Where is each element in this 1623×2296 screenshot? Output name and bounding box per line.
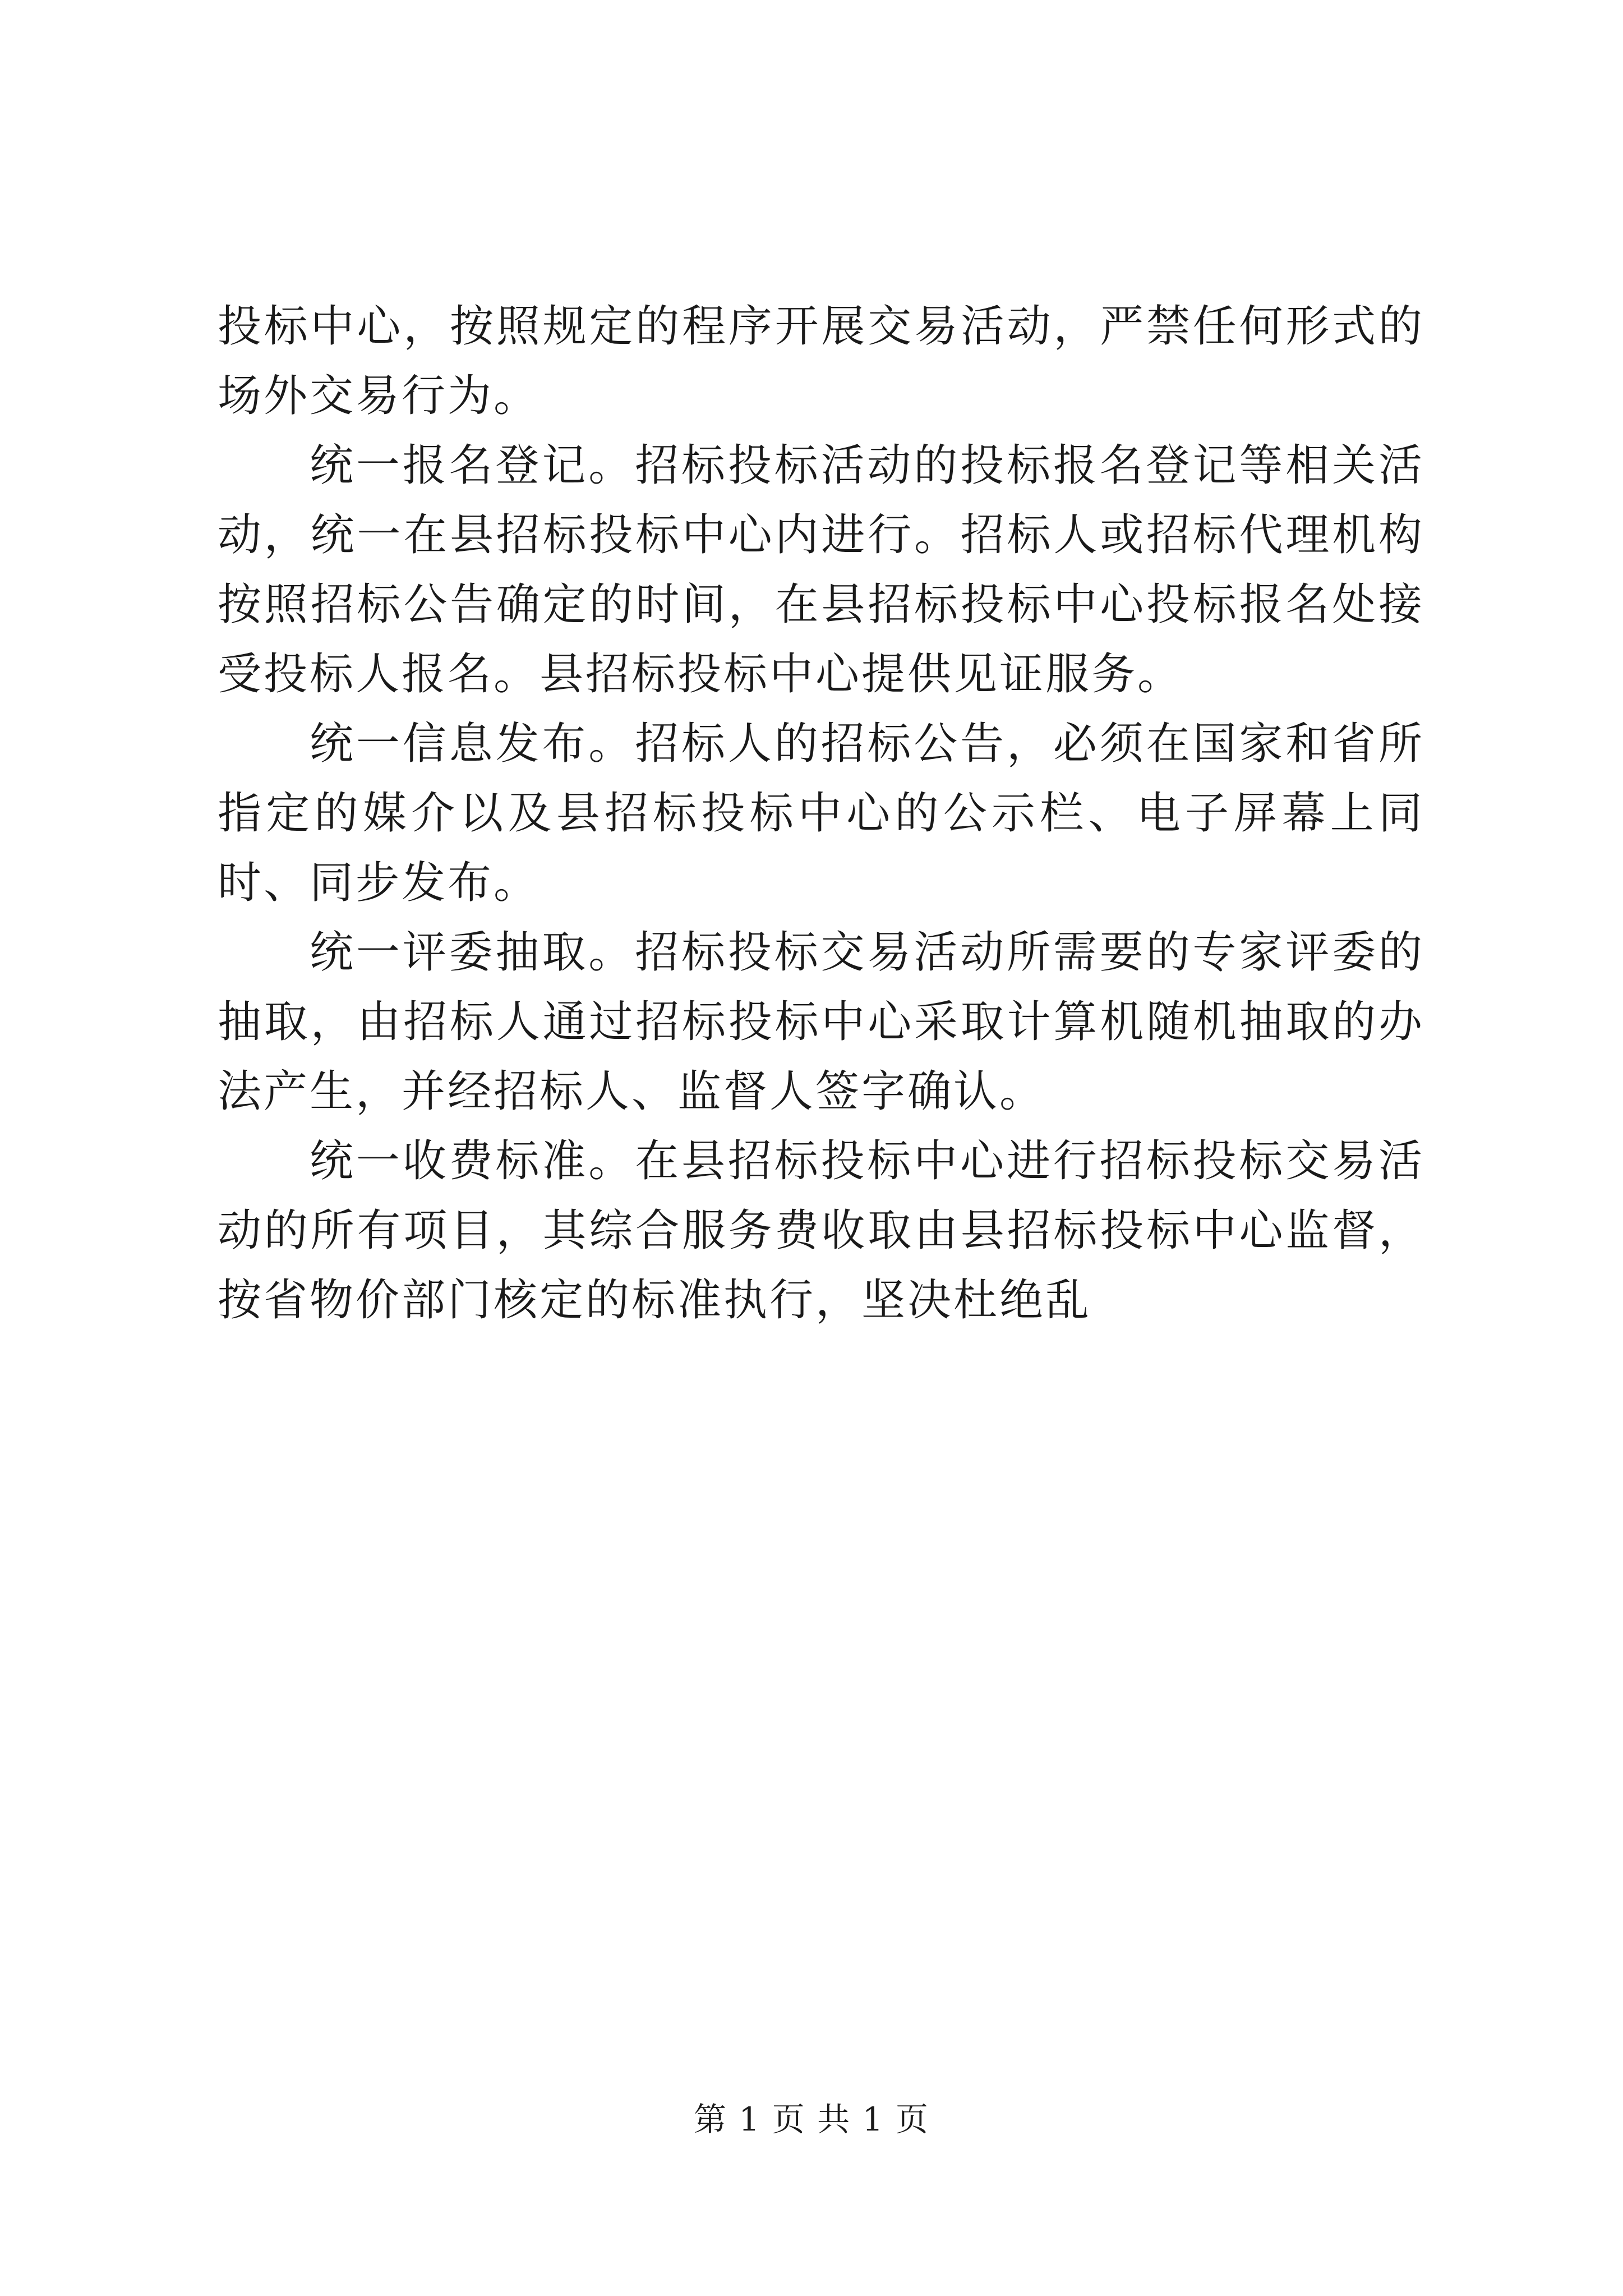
- paragraph-3: 统一信息发布。招标人的招标公告，必须在国家和省所指定的媒介以及县招标投标中心的公示栏、电子屏幕上同时、同步发布。: [218, 719, 1424, 908]
- paragraph-2: 统一报名登记。招标投标活动的投标报名登记等相关活动，统一在县招标投标中心内进行。招标人或招标代理机构按照招标公告确定的时间，在县招标投标中心投标报名处接受投标人报名。县招标投标中心提供见证服务。: [218, 440, 1424, 700]
- paragraph-4: 统一评委抽取。招标投标交易活动所需要的专家评委的抽取，由招标人通过招标投标中心采取计算机随机抽取的办法产生，并经招标人、监督人签字确认。: [218, 927, 1424, 1117]
- document-body: [218, 292, 1424, 1335]
- page-footer: 第 1 页 共 1 页: [694, 2100, 929, 2138]
- paragraph-5: 统一收费标准。在县招标投标中心进行招标投标交易活动的所有项目，其综合服务费收取由县招标投标中心监督，按省物价部门核定的标准执行，坚决杜绝乱: [218, 1136, 1424, 1326]
- paragraph-1: 投标中心，按照规定的程序开展交易活动，严禁任何形式的场外交易行为。: [218, 301, 1424, 421]
